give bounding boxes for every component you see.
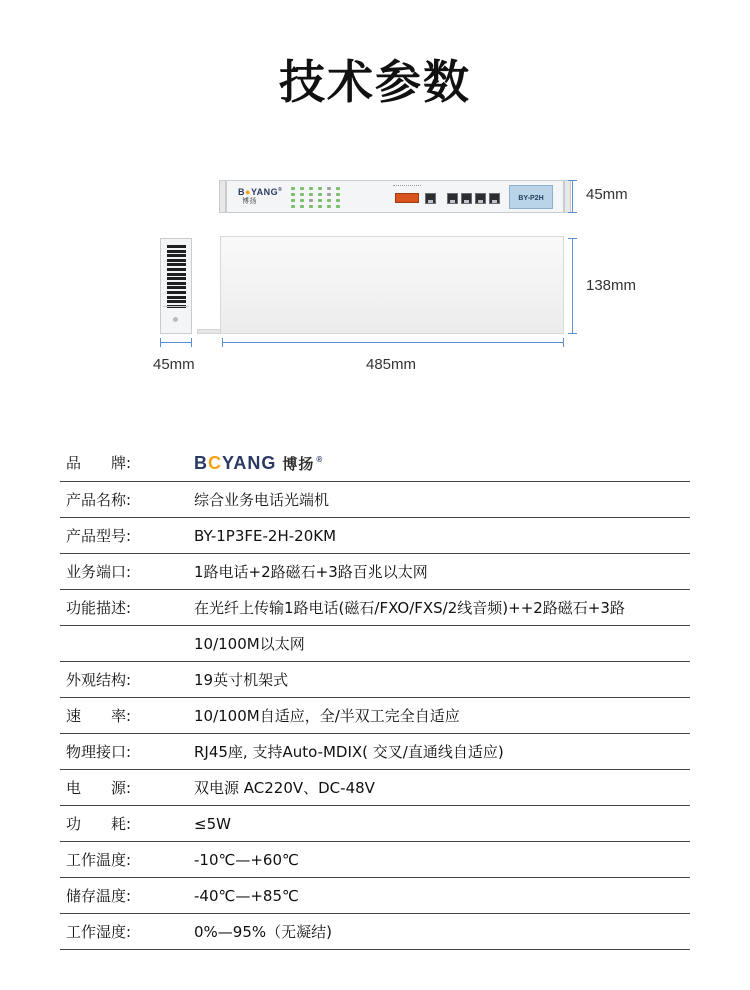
status-led bbox=[309, 199, 313, 202]
console-port bbox=[425, 193, 436, 204]
status-led bbox=[318, 193, 322, 196]
dimension-tick bbox=[222, 338, 223, 347]
status-led bbox=[336, 187, 340, 190]
status-led bbox=[336, 193, 340, 196]
spec-value: 19英寸机架式 bbox=[194, 671, 289, 689]
side-width-dimension-label: 45mm bbox=[153, 356, 195, 373]
vent-slot bbox=[167, 286, 186, 289]
status-led-grid bbox=[291, 187, 345, 208]
vent-slot bbox=[167, 291, 186, 294]
spec-label: 产品型号: bbox=[66, 527, 132, 545]
spec-label: 工作温度: bbox=[66, 851, 132, 869]
model-sticker: BY-P2H bbox=[509, 185, 553, 209]
page-title: 技术参数 bbox=[279, 55, 471, 109]
depth-dimension-label: 138mm bbox=[586, 277, 637, 294]
spec-row bbox=[60, 842, 690, 878]
status-led bbox=[327, 199, 331, 202]
spec-value: 在光纤上传输1路电话(磁石/FXO/FXS/2线音频)++2路磁石+3路 bbox=[194, 599, 625, 617]
vent-slot bbox=[167, 250, 186, 253]
vent-slot bbox=[167, 259, 186, 262]
vent-slot bbox=[167, 282, 186, 285]
dimension-tick bbox=[568, 180, 577, 181]
status-led bbox=[291, 205, 295, 208]
spec-label: 功 耗: bbox=[66, 815, 132, 833]
spec-row bbox=[60, 554, 690, 590]
spec-value: -40℃—+85℃ bbox=[194, 887, 299, 905]
spec-row-brand bbox=[60, 445, 690, 482]
spec-label: 品 牌: bbox=[66, 454, 132, 472]
rack-ear-left bbox=[219, 180, 226, 213]
rack-ear-right bbox=[564, 180, 571, 213]
status-led bbox=[309, 193, 313, 196]
ethernet-port-4 bbox=[489, 193, 500, 204]
status-led bbox=[318, 199, 322, 202]
spec-value: 10/100M以太网 bbox=[194, 635, 305, 653]
vent-slot bbox=[167, 300, 186, 303]
spec-row bbox=[60, 662, 690, 698]
status-led bbox=[300, 199, 304, 202]
chassis-lip bbox=[197, 329, 221, 334]
dimension-tick bbox=[568, 238, 577, 239]
spec-row bbox=[60, 770, 690, 806]
vent-slot bbox=[167, 277, 186, 280]
spec-value: -10℃—+60℃ bbox=[194, 851, 299, 869]
device-side-view bbox=[160, 238, 192, 334]
status-led bbox=[318, 187, 322, 190]
spec-value: 0%—95%（无凝结) bbox=[194, 923, 332, 941]
dimension-tick bbox=[160, 338, 161, 347]
spec-row bbox=[60, 518, 690, 554]
status-led bbox=[327, 205, 331, 208]
vent-slot bbox=[167, 296, 186, 299]
spec-label: 产品名称: bbox=[66, 491, 132, 509]
status-led bbox=[327, 193, 331, 196]
spec-row bbox=[60, 914, 690, 950]
spec-row bbox=[60, 734, 690, 770]
status-led bbox=[336, 205, 340, 208]
status-led bbox=[327, 187, 331, 190]
status-led bbox=[318, 205, 322, 208]
vent-slot bbox=[167, 263, 186, 266]
depth-dimension-line bbox=[572, 238, 573, 334]
spec-row bbox=[60, 482, 690, 518]
spec-row bbox=[60, 590, 690, 626]
status-led bbox=[309, 205, 313, 208]
vent-slot bbox=[167, 245, 186, 248]
vent-slot bbox=[167, 273, 186, 276]
width-dimension-label: 485mm bbox=[366, 356, 417, 373]
spec-value: 综合业务电话光端机 bbox=[194, 491, 330, 509]
dimension-tick bbox=[563, 338, 564, 347]
side-width-dimension-line bbox=[160, 342, 192, 343]
dimension-tick bbox=[191, 338, 192, 347]
spec-row bbox=[60, 806, 690, 842]
logo-c-mark: C bbox=[208, 453, 222, 473]
ethernet-port-2 bbox=[461, 193, 472, 204]
spec-label: 储存温度: bbox=[66, 887, 132, 905]
status-led bbox=[300, 205, 304, 208]
spec-row bbox=[60, 698, 690, 734]
status-led bbox=[336, 199, 340, 202]
spec-row bbox=[60, 878, 690, 914]
spec-label: 物理接口: bbox=[66, 743, 132, 761]
spec-label: 外观结构: bbox=[66, 671, 132, 689]
vent-slot bbox=[167, 268, 186, 271]
spec-label: 业务端口: bbox=[66, 563, 132, 581]
mounting-hole bbox=[173, 317, 178, 322]
ethernet-port-3 bbox=[475, 193, 486, 204]
spec-value: ≤5W bbox=[194, 815, 231, 833]
status-led bbox=[300, 193, 304, 196]
height-dimension-label: 45mm bbox=[586, 186, 628, 203]
spec-label: 工作湿度: bbox=[66, 923, 132, 941]
spec-value: BY-1P3FE-2H-20KM bbox=[194, 527, 337, 545]
spec-value: RJ45座, 支持Auto-MDIX( 交叉/直通线自适应) bbox=[194, 743, 504, 761]
status-led bbox=[300, 187, 304, 190]
status-led bbox=[291, 187, 295, 190]
dimension-tick bbox=[568, 333, 577, 334]
dimension-tick bbox=[568, 212, 577, 213]
dip-switch-label bbox=[393, 185, 421, 190]
spec-value: 双电源 AC220V、DC-48V bbox=[194, 779, 375, 797]
spec-value: 10/100M自适应，全/半双工完全自适应 bbox=[194, 707, 460, 725]
spec-label: 功能描述: bbox=[66, 599, 132, 617]
ethernet-port-1 bbox=[447, 193, 458, 204]
status-led bbox=[291, 199, 295, 202]
specification-table bbox=[60, 445, 690, 950]
vent-slot bbox=[167, 254, 186, 257]
device-front-panel bbox=[226, 180, 564, 213]
spec-label: 速 率: bbox=[66, 707, 132, 725]
front-panel-logo: B●YANG® 博扬 bbox=[238, 187, 283, 205]
status-led bbox=[291, 193, 295, 196]
device-top-view bbox=[220, 236, 564, 334]
spec-label: 电 源: bbox=[66, 779, 132, 797]
width-dimension-line bbox=[222, 342, 564, 343]
dip-switch bbox=[395, 193, 419, 203]
spec-row-continuation bbox=[60, 626, 690, 662]
height-dimension-line bbox=[572, 180, 573, 213]
brand-logo: BCYANG 博扬 ® bbox=[194, 453, 324, 473]
status-led bbox=[309, 187, 313, 190]
spec-value: 1路电话+2路磁石+3路百兆以太网 bbox=[194, 563, 428, 581]
